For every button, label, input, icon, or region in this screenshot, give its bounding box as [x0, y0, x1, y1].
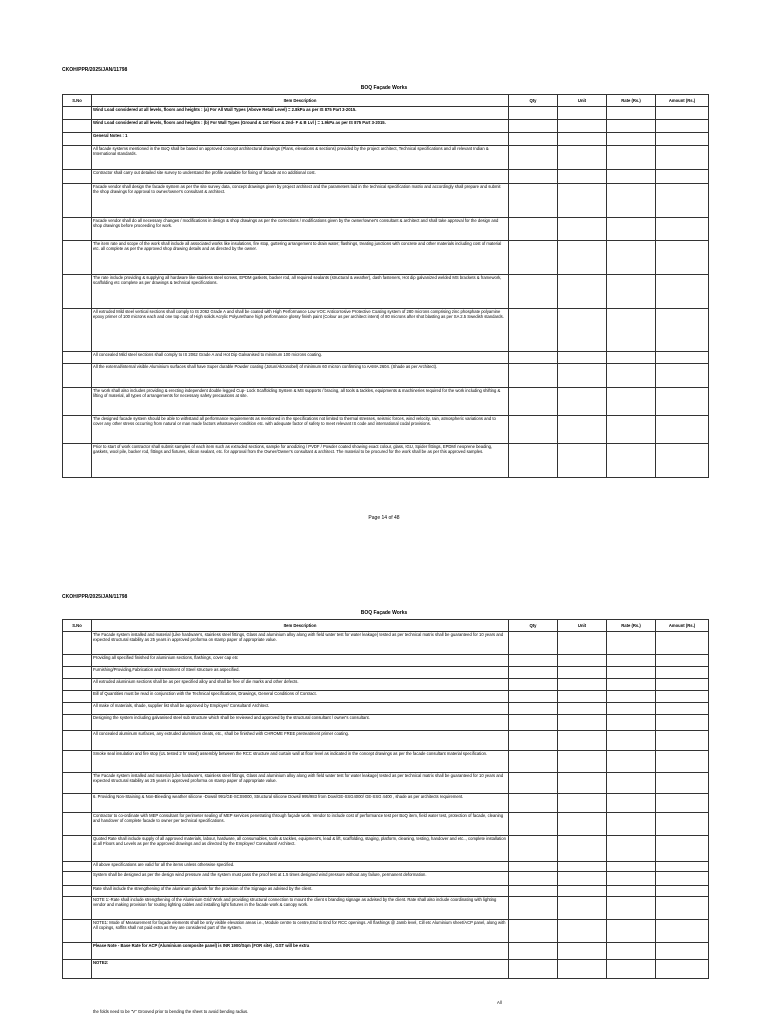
table-row — [63, 170, 709, 184]
amount-cell — [656, 773, 709, 794]
table-row — [63, 241, 709, 275]
trailing-text-right: All — [497, 1000, 502, 1005]
sno-cell — [63, 170, 92, 184]
unit-cell — [558, 836, 607, 862]
amount-cell — [656, 813, 709, 836]
sno-cell — [63, 146, 92, 170]
qty-cell — [509, 960, 558, 979]
table-body — [63, 107, 709, 478]
description-cell: Prior to start of work contractor shall submit samples of each item such as extruded sections, sample for anodizing / PVDF / Powder coated showing exact colour, glass, IGU, Spider fittings, EPDM/ neoprene beading, gaskets, wool pile, backer rod, fittings and fixtures, silicon sealant, etc. for approval from the Owner/Owner's consultant & architect. The material to be procured for the work shall be as per this approved samples. — [92, 444, 509, 478]
description-cell: The work shall also includes providing & erecting independent double legged Cup- Lock Scaffolding System & MS supports / bracing, all tools & tackles, equipments & machineries required for the work including shifting & lifting of material, all types of arrangements for necessary safety precautions at site. — [92, 388, 509, 416]
amount-cell — [656, 943, 709, 960]
sno-cell — [63, 133, 92, 146]
table-row — [63, 275, 709, 309]
table-row — [63, 773, 709, 794]
amount-cell — [656, 146, 709, 170]
unit-cell — [558, 862, 607, 872]
table-row — [63, 388, 709, 416]
rate-cell — [607, 184, 656, 218]
table-row — [63, 703, 709, 715]
rate-cell — [607, 794, 656, 813]
unit-cell — [558, 715, 607, 731]
unit-cell — [558, 773, 607, 794]
unit-cell — [558, 960, 607, 979]
rate-cell — [607, 632, 656, 655]
unit-cell — [558, 184, 607, 218]
amount-cell — [656, 920, 709, 943]
qty-cell — [509, 715, 558, 731]
qty-cell — [509, 218, 558, 241]
qty-cell — [509, 836, 558, 862]
qty-cell — [509, 920, 558, 943]
qty-cell — [509, 813, 558, 836]
unit-cell — [558, 388, 607, 416]
col-header-unit: Unit — [558, 620, 607, 632]
unit-cell — [558, 632, 607, 655]
description-cell: All facade systems mentioned in the BoQ shall be based on approved concept architectural drawings (Plans, elevations & sections) provided by the project architect, Technical specifications and all relevant Indian & International standards. — [92, 146, 509, 170]
col-header-rate: Rate (Rs.) — [607, 95, 656, 107]
table-row — [63, 146, 709, 170]
description-cell: All extruded Mild steel vertical sections shall comply to IS 2062 Grade A and shall be coated with High Performance Low VOC Anticorrosive Protective Coating system of 280 microns comprising zinc phosphate polyamine epoxy primer of 100 microns each and one top coat of High solids Acrylic Polyurethane high performance glossy finish paint (Colour as per architect intent) of 80 microns after shot blasting as per SA 2.5 Swedish standards. — [92, 309, 509, 352]
sno-cell — [63, 120, 92, 133]
table-row — [63, 133, 709, 146]
description-cell: The Facade system installed and material (Like hardware's, stainless steel fittings, Glass and aluminium alloy along with field water test for water leakage) tested as per technical matrix shall be guaranteed for 10 years and expected structural stability as 25 years in approved proforma on stamp paper of appropriate value. — [92, 773, 509, 794]
unit-cell — [558, 667, 607, 679]
sno-cell — [63, 813, 92, 836]
table-row — [63, 943, 709, 960]
unit-cell — [558, 146, 607, 170]
col-header-amount: Amount (Rs.) — [656, 95, 709, 107]
description-cell: All the external/internal visible Aluminium surfaces shall have Super durable Powder coating (Jotun/Akzonobel) of minimum 60 micron confirming to AAMA 2604. (Shade as per Architect). — [92, 364, 509, 388]
rate-cell — [607, 679, 656, 691]
description-cell: All concealed aluminum surfaces, any extruded aluminium cleats, etc., shall be finished with CHROME FREE pretreatment primer coating. — [92, 731, 509, 751]
qty-cell — [509, 897, 558, 920]
table-row — [63, 897, 709, 920]
amount-cell — [656, 731, 709, 751]
qty-cell — [509, 886, 558, 897]
sno-cell — [63, 388, 92, 416]
unit-cell — [558, 920, 607, 943]
document-reference: CKOH/PPR/2025/JAN/11798 — [62, 67, 128, 73]
description-cell: Wind Load considered at all levels, floors and heights : (b) For Wall Types (Ground & 1st Floor & 2nd- F & B Lvl ) = 1.9kPa as per IS 875 Part 3-2015. — [92, 120, 509, 133]
unit-cell — [558, 309, 607, 352]
table-row — [63, 352, 709, 364]
rate-cell — [607, 751, 656, 773]
qty-cell — [509, 667, 558, 679]
sno-cell — [63, 943, 92, 960]
table-row — [63, 872, 709, 886]
description-cell: Designing the system including galvanised steel sub structure which shall be reviewed and approved by the structural consultant / owner's consultant. — [92, 715, 509, 731]
amount-cell — [656, 794, 709, 813]
description-cell: All concealed Mild steel sections shall comply to IS 2062 Grade A and Hot Dip Galvanised to minimum 100 microns coating. — [92, 352, 509, 364]
table-row — [63, 218, 709, 241]
unit-cell — [558, 813, 607, 836]
qty-cell — [509, 275, 558, 309]
amount-cell — [656, 107, 709, 120]
unit-cell — [558, 218, 607, 241]
sno-cell — [63, 352, 92, 364]
amount-cell — [656, 715, 709, 731]
qty-cell — [509, 679, 558, 691]
description-cell: NOTE 1:-Rate shall include strengthening of the Aluminium Grid Work and providing structural connection to mount the client s branding signage as advised by the client. Rate shall also include coordinating with lighting vendor and making provision for routing lighting cables and installing light fixtures in the facade work & canopy work. — [92, 897, 509, 920]
unit-cell — [558, 655, 607, 667]
qty-cell — [509, 751, 558, 773]
qty-cell — [509, 170, 558, 184]
rate-cell — [607, 364, 656, 388]
table-row — [63, 836, 709, 862]
sno-cell — [63, 897, 92, 920]
table-row — [63, 862, 709, 872]
unit-cell — [558, 364, 607, 388]
description-cell: The rate include providing & supplying all hardware like stainless steel screws, EPDM gaskets, backer rod, all required sealants (structural & weather), dash fasteners, Hot dip galvanized welded MS brackets & framework, scaffolding etc complete as per drawings & technical specifications. — [92, 275, 509, 309]
description-cell: Rate shall include the strengthening of the aluminum gridwork for the provision of the Signage as advised by the client. — [92, 886, 509, 897]
rate-cell — [607, 773, 656, 794]
col-header-sno: S.No — [63, 620, 92, 632]
qty-cell — [509, 872, 558, 886]
rate-cell — [607, 170, 656, 184]
amount-cell — [656, 862, 709, 872]
unit-cell — [558, 897, 607, 920]
rate-cell — [607, 886, 656, 897]
rate-cell — [607, 715, 656, 731]
sno-cell — [63, 862, 92, 872]
rate-cell — [607, 731, 656, 751]
sno-cell — [63, 920, 92, 943]
sheet-title: BOQ Façade Works — [360, 85, 408, 91]
description-cell: Furnishing/Providing,Fabrication and treatment of Steel structure as aspecified. — [92, 667, 509, 679]
description-cell: All above specifications are valid for all the items unless otherwise specified. — [92, 862, 509, 872]
col-header-amount: Amount (Rs.) — [656, 620, 709, 632]
qty-cell — [509, 352, 558, 364]
table-row — [63, 120, 709, 133]
description-cell: Contractor to co-ordinate with MEP consultant for perimeter sealing of MEP services penetrating through façade work. Vendor to include cost of performance test per BoQ item, field water test, protection of facade, cleaning and handover of complete facade to owner per technical specifications. — [92, 813, 509, 836]
table-header-row — [63, 95, 709, 107]
qty-cell — [509, 184, 558, 218]
col-header-description: Item Description — [92, 620, 509, 632]
sno-cell — [63, 679, 92, 691]
rate-cell — [607, 133, 656, 146]
qty-cell — [509, 364, 558, 388]
unit-cell — [558, 794, 607, 813]
rate-cell — [607, 309, 656, 352]
description-cell: Please Note - Base Rate for ACP (Aluminium composite panel) is INR 1900/Sqm (FOR site) , GST will be extra — [92, 943, 509, 960]
table-row — [63, 655, 709, 667]
description-cell: The designed facade system should be able to withstand all performance requirements as mentioned in the specifications not limited to thermal stresses, seismic forces, wind velocity, rain, atmospheric variations and to cover any other stress occurring from natural or man made factors whatsoever condition etc. with adequate factor of safety to meet relevant IS code and international codal provisions. — [92, 416, 509, 444]
table-row — [63, 107, 709, 120]
table-row — [63, 632, 709, 655]
rate-cell — [607, 813, 656, 836]
sno-cell — [63, 416, 92, 444]
table-row — [63, 751, 709, 773]
sno-cell — [63, 886, 92, 897]
qty-cell — [509, 632, 558, 655]
amount-cell — [656, 120, 709, 133]
table-header-row — [63, 620, 709, 632]
qty-cell — [509, 655, 558, 667]
rate-cell — [607, 388, 656, 416]
rate-cell — [607, 146, 656, 170]
sno-cell — [63, 218, 92, 241]
page-footer: Page 14 of 48 — [368, 515, 400, 521]
rate-cell — [607, 691, 656, 703]
amount-cell — [656, 218, 709, 241]
sno-cell — [63, 241, 92, 275]
boq-table — [62, 619, 709, 979]
rate-cell — [607, 960, 656, 979]
rate-cell — [607, 862, 656, 872]
unit-cell — [558, 107, 607, 120]
table-row — [63, 667, 709, 679]
description-cell: 6. Providing Non-Staining & Non-Bleeding weather silicone -Dowsil 991/GE-SCS9000, Structural silicone Dowsil 995/983 from Dow/GE-SSG4000/ GE-SSG 4400 , shade as per architects requirement. — [92, 794, 509, 813]
qty-cell — [509, 416, 558, 444]
unit-cell — [558, 872, 607, 886]
rate-cell — [607, 107, 656, 120]
amount-cell — [656, 872, 709, 886]
rate-cell — [607, 920, 656, 943]
sno-cell — [63, 715, 92, 731]
sno-cell — [63, 703, 92, 715]
col-header-sno: S.No — [63, 95, 92, 107]
qty-cell — [509, 862, 558, 872]
rate-cell — [607, 241, 656, 275]
amount-cell — [656, 655, 709, 667]
table-row — [63, 731, 709, 751]
table-row — [63, 920, 709, 943]
amount-cell — [656, 184, 709, 218]
description-cell: Smoke seal insulation and fire stop (UL tested 2 hr rated) assembly between the RCC structure and curtain wall at floor level as indicated in the concept drawings as per the facade consultant material specification. — [92, 751, 509, 773]
amount-cell — [656, 275, 709, 309]
sno-cell — [63, 794, 92, 813]
qty-cell — [509, 107, 558, 120]
unit-cell — [558, 275, 607, 309]
table-row — [63, 886, 709, 897]
sno-cell — [63, 184, 92, 218]
rate-cell — [607, 872, 656, 886]
amount-cell — [656, 703, 709, 715]
description-cell: Providing all specified finished for aluminium sections, flashings, cover cap etc — [92, 655, 509, 667]
description-cell: All make of materials, shade, supplier list shall be approved by Employer/ Consultant/ Architect. — [92, 703, 509, 715]
amount-cell — [656, 691, 709, 703]
unit-cell — [558, 170, 607, 184]
sno-cell — [63, 872, 92, 886]
rate-cell — [607, 703, 656, 715]
description-cell: General Notes : 1 — [92, 133, 509, 146]
amount-cell — [656, 960, 709, 979]
amount-cell — [656, 679, 709, 691]
rate-cell — [607, 943, 656, 960]
amount-cell — [656, 886, 709, 897]
sno-cell — [63, 275, 92, 309]
description-cell: NOTE2: — [92, 960, 509, 979]
trailing-text: the folds need to be "V" Grooved prior to bending the sheet to avoid bending radius. — [93, 1009, 249, 1014]
unit-cell — [558, 751, 607, 773]
unit-cell — [558, 416, 607, 444]
amount-cell — [656, 632, 709, 655]
table-row — [63, 960, 709, 979]
sno-cell — [63, 309, 92, 352]
amount-cell — [656, 667, 709, 679]
sno-cell — [63, 960, 92, 979]
rate-cell — [607, 897, 656, 920]
description-cell: Wind Load considered at all levels, floors and heights : (a) For All Wall Types (Above Retail Level) = 2.8kPa as per IS 875 Part 3-2015. — [92, 107, 509, 120]
col-header-unit: Unit — [558, 95, 607, 107]
unit-cell — [558, 703, 607, 715]
table-body — [63, 632, 709, 979]
rate-cell — [607, 120, 656, 133]
qty-cell — [509, 773, 558, 794]
qty-cell — [509, 146, 558, 170]
table-row — [63, 679, 709, 691]
description-cell: The Facade system installed and material (Like hardware's, stainless steel fittings, Glass and aluminium alloy along with field water test for water leakage) tested as per technical matrix shall be guaranteed for 10 years and expected structural stability as 25 years in approved proforma on stamp paper of appropriate value. — [92, 632, 509, 655]
unit-cell — [558, 241, 607, 275]
sheet-title: BOQ Façade Works — [360, 610, 408, 616]
sno-cell — [63, 632, 92, 655]
amount-cell — [656, 751, 709, 773]
sno-cell — [63, 751, 92, 773]
rate-cell — [607, 218, 656, 241]
amount-cell — [656, 364, 709, 388]
table-row — [63, 364, 709, 388]
sno-cell — [63, 667, 92, 679]
amount-cell — [656, 133, 709, 146]
unit-cell — [558, 731, 607, 751]
rate-cell — [607, 444, 656, 478]
table-row — [63, 444, 709, 478]
sno-cell — [63, 691, 92, 703]
description-cell: Facade vendor shall design the facade system as per the site survey data, concept drawings given by project architect and the parameters laid in the technical specification matrix and accordingly shall prepare and submit the shop drawings for approval to owner/owner's consultant & architect. — [92, 184, 509, 218]
qty-cell — [509, 241, 558, 275]
description-cell: Quoted Rate shall include supply of all approved materials, labour, hardware, all consumables, tools & tackles, equipment's, lead & lift, scaffolding, staging, platform, cleaning, testing, handover and etc.., complete installation at all Floors and Levels as per the approved drawings and as directed by the Employer/ Consultant/ Architect. — [92, 836, 509, 862]
qty-cell — [509, 731, 558, 751]
unit-cell — [558, 886, 607, 897]
table-row — [63, 691, 709, 703]
document-reference: CKOH/PPR/2025/JAN/11798 — [62, 594, 128, 600]
sno-cell — [63, 364, 92, 388]
qty-cell — [509, 444, 558, 478]
unit-cell — [558, 679, 607, 691]
description-cell: Bill of Quantities must be read in conjunction with the Technical specifications, Drawings, General Conditions of Contract. — [92, 691, 509, 703]
col-header-qty: Qty — [509, 620, 558, 632]
rate-cell — [607, 836, 656, 862]
qty-cell — [509, 943, 558, 960]
amount-cell — [656, 836, 709, 862]
table-row — [63, 184, 709, 218]
sno-cell — [63, 836, 92, 862]
rate-cell — [607, 655, 656, 667]
table-row — [63, 309, 709, 352]
description-cell: System shall be designed as per the design wind pressure and the system must pass the proof test at 1.5 times designed wind pressure without any failure, permanent deformation. — [92, 872, 509, 886]
qty-cell — [509, 691, 558, 703]
unit-cell — [558, 444, 607, 478]
amount-cell — [656, 897, 709, 920]
sno-cell — [63, 655, 92, 667]
description-cell: All extruded aluminium sections shall be as per specified alloy and shall be free of die marks and other defects. — [92, 679, 509, 691]
col-header-qty: Qty — [509, 95, 558, 107]
qty-cell — [509, 794, 558, 813]
table-row — [63, 813, 709, 836]
rate-cell — [607, 416, 656, 444]
rate-cell — [607, 275, 656, 309]
qty-cell — [509, 120, 558, 133]
rate-cell — [607, 667, 656, 679]
unit-cell — [558, 943, 607, 960]
sno-cell — [63, 444, 92, 478]
table-row — [63, 715, 709, 731]
sno-cell — [63, 773, 92, 794]
amount-cell — [656, 241, 709, 275]
unit-cell — [558, 120, 607, 133]
unit-cell — [558, 691, 607, 703]
qty-cell — [509, 133, 558, 146]
amount-cell — [656, 388, 709, 416]
col-header-description: Item Description — [92, 95, 509, 107]
unit-cell — [558, 133, 607, 146]
boq-table — [62, 94, 709, 478]
qty-cell — [509, 388, 558, 416]
amount-cell — [656, 444, 709, 478]
sno-cell — [63, 731, 92, 751]
rate-cell — [607, 352, 656, 364]
table-row — [63, 416, 709, 444]
qty-cell — [509, 703, 558, 715]
amount-cell — [656, 309, 709, 352]
sno-cell — [63, 107, 92, 120]
amount-cell — [656, 170, 709, 184]
unit-cell — [558, 352, 607, 364]
table-row — [63, 794, 709, 813]
amount-cell — [656, 352, 709, 364]
description-cell: Facade vendor shall do all necessary changes / modifications in design & shop drawings as per the corrections / modifications given by the owner/owner's consultant & architect and shall take approval for the design and shop drawings before proceeding for work. — [92, 218, 509, 241]
description-cell: NOTE1: Mode of Measurement for façade elements shall be only visible elevation areas i.e., Module centre to centre,End to End for RCC openings. All flashings @ Jamb level, Cill etc Aluminium sheet/ACP panel, along with All copings, soffits shall not paid extra as they are considered part of the system. — [92, 920, 509, 943]
col-header-rate: Rate (Rs.) — [607, 620, 656, 632]
description-cell: The item rate and scope of the work shall include all associated works like insulations, fire stop, guttering arrangement to drain water; flashings, treating junctions with concrete and other materials including cost of material etc. all complete as per the approved shop drawing details and as directed by the owner. — [92, 241, 509, 275]
qty-cell — [509, 309, 558, 352]
description-cell: Contractor shall carry out detailed site survey to understand the profile available for fixing of facade at no additional cost. — [92, 170, 509, 184]
amount-cell — [656, 416, 709, 444]
